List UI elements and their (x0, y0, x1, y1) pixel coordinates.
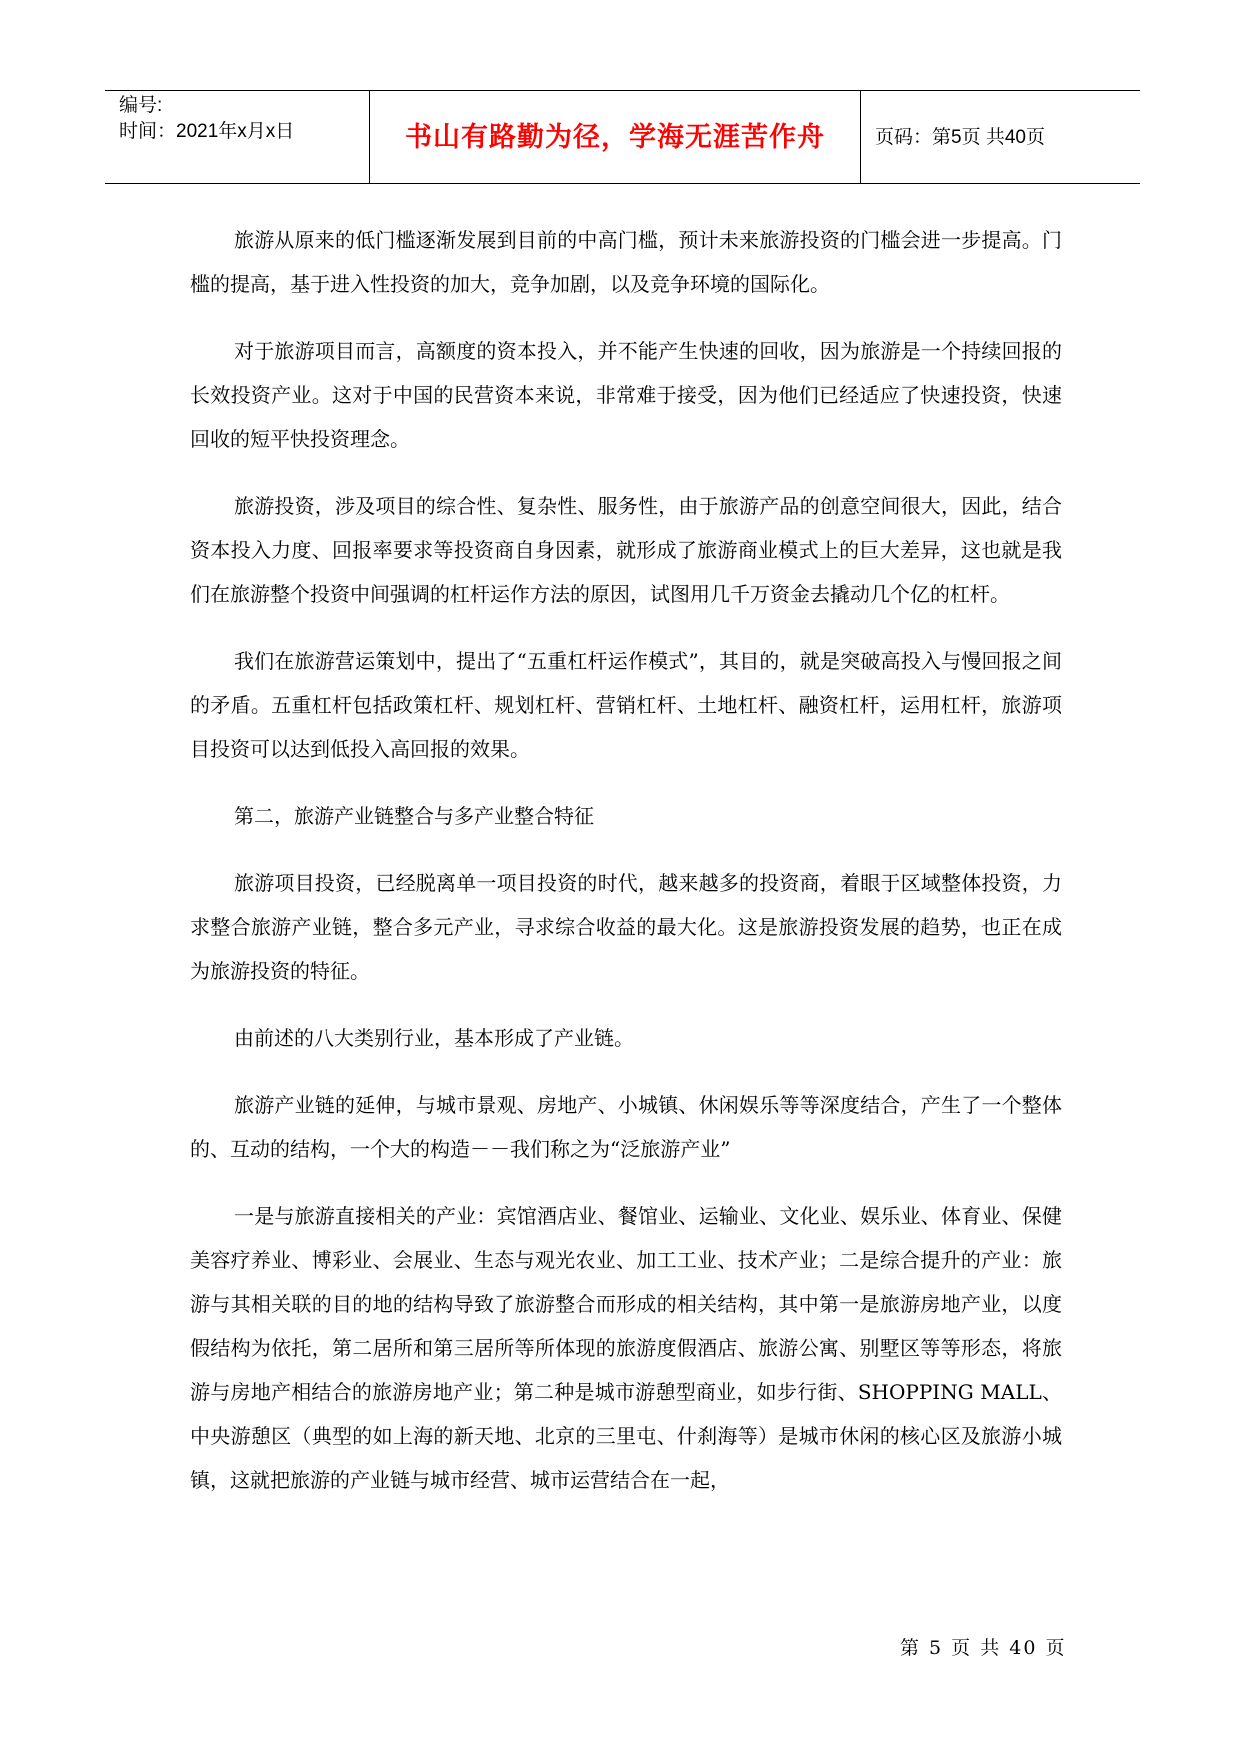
header-meta-cell (105, 91, 369, 183)
section-heading: 第二，旅游产业链整合与多产业整合特征 (234, 804, 594, 828)
paragraph: 我们在旅游营运策划中，提出了“五重杠杆运作模式”，其目的，就是突破高投入与慢回报之间的矛盾。五重杠杆包括政策杠杆、规划杠杆、营销杠杆、土地杠杆、融资杠杆，运用杠杆，旅游项目投资可以达到低投入高回报的效果。 (190, 649, 1062, 761)
time-label: 时间：2021年x月x日 (119, 121, 295, 142)
paragraph: 一是与旅游直接相关的产业：宾馆酒店业、餐馆业、运输业、文化业、娱乐业、体育业、保健美容疗养业、博彩业、会展业、生态与观光农业、加工工业、技术产业；二是综合提升的产业：旅游与其相关联的目的地的结构导致了旅游整合而形成的相关结构，其中第一是旅游房地产业，以度假结构为依托，第二居所和第三居所等所体现的旅游度假酒店、旅游公寓、别墅区等等形态，将旅游与房地产相结合的旅游房地产业；第二种是城市游憩型商业，如步行街、SHOPPING MALL、中央游憩区（典型的如上海的新天地、北京的三里屯、什刹海等）是城市休闲的核心区及旅游小城镇，这就把旅游的产业链与城市经营、城市运营结合在一起， (190, 1204, 1062, 1492)
paragraph: 旅游产业链的延伸，与城市景观、房地产、小城镇、休闲娱乐等等深度结合，产生了一个整体的、互动的结构，一个大的构造－－我们称之为“泛旅游产业” (190, 1093, 1062, 1161)
paragraph: 对于旅游项目而言，高额度的资本投入，并不能产生快速的回收，因为旅游是一个持续回报的长效投资产业。这对于中国的民营资本来说，非常难于接受，因为他们已经适应了快速投资，快速回收的短平快投资理念。 (190, 339, 1062, 451)
document-body (190, 218, 1062, 1525)
paragraph: 旅游投资，涉及项目的综合性、复杂性、服务性，由于旅游产品的创意空间很大，因此，结合资本投入力度、回报率要求等投资商自身因素，就形成了旅游商业模式上的巨大差异，这也就是我们在旅游整个投资中间强调的杠杆运作方法的原因，试图用几千万资金去撬动几个亿的杠杆。 (190, 494, 1062, 606)
paragraph: 由前述的八大类别行业，基本形成了产业链。 (234, 1026, 634, 1050)
page-footer: 第 5 页 共 40 页 (900, 1637, 1067, 1659)
header-motto-cell (369, 91, 861, 183)
header-motto: 书山有路勤为径，学海无涯苦作舟 (405, 122, 825, 153)
paragraph: 旅游项目投资，已经脱离单一项目投资的时代，越来越多的投资商，着眼于区域整体投资，力求整合旅游产业链，整合多元产业，寻求综合收益的最大化。这是旅游投资发展的趋势，也正在成为旅游投资的特征。 (190, 871, 1062, 983)
number-label: 编号: (119, 95, 163, 116)
header-page-code: 页码：第5页 共40页 (875, 127, 1045, 148)
paragraph: 旅游从原来的低门槛逐渐发展到目前的中高门槛，预计未来旅游投资的门槛会进一步提高。门槛的提高，基于进入性投资的加大，竞争加剧，以及竞争环境的国际化。 (190, 228, 1062, 296)
header-page-cell (861, 91, 1140, 183)
document-header (105, 90, 1140, 184)
